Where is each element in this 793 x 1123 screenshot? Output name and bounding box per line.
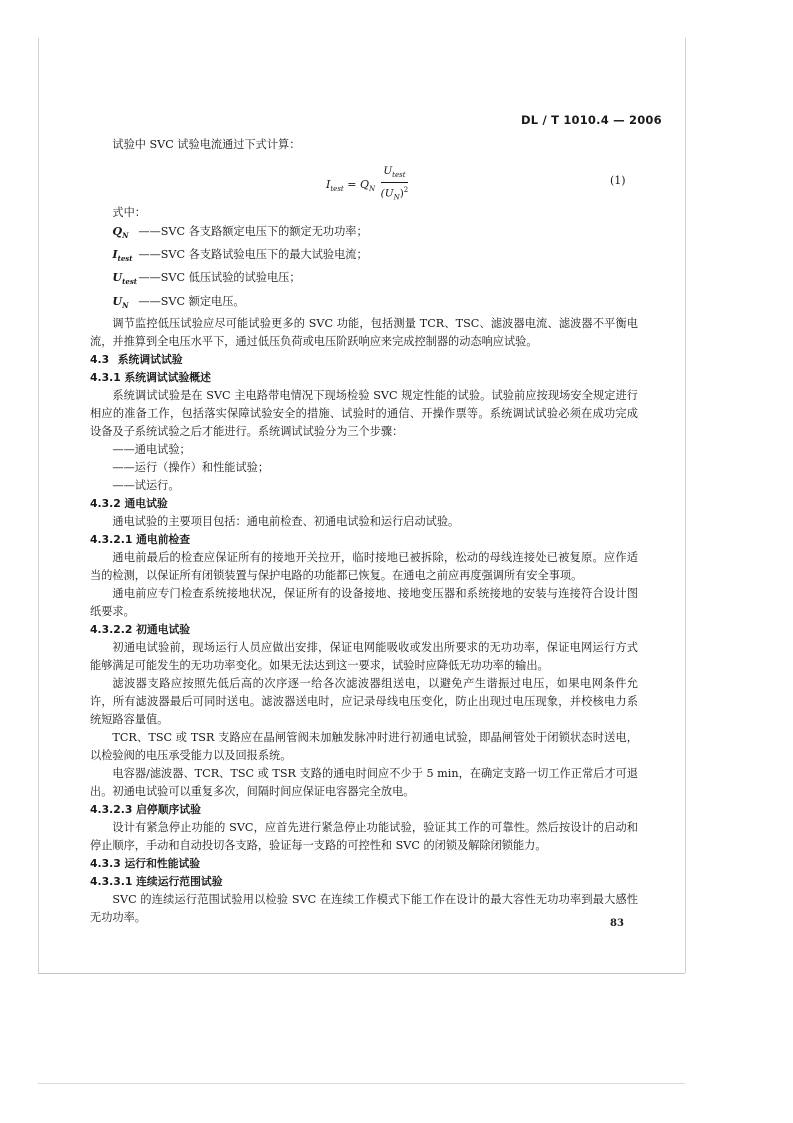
page-border-right xyxy=(685,38,686,973)
variable-row xyxy=(90,245,638,268)
variable-list xyxy=(90,222,638,315)
section-heading-4-3-2-1: 4.3.2.1 通电前检查 xyxy=(90,532,191,546)
section-heading-4-3-1: 4.3.1 系统调试试验概述 xyxy=(90,370,211,384)
energize-paragraph: 通电试验的主要项目包括：通电前检查、初通电试验和运行启动试验。 xyxy=(112,514,460,528)
equation-number: (1) xyxy=(610,174,626,187)
pre-check-paragraph-1: 通电前最后的检查应保证所有的接地开关拉开，临时接地已被拆除，松动的母线连接处已被复原。应作适当的检测，以保证所有闭锁装置与保护电路的功能都已恢复。在通电之前应再度强调所有安全事项。 xyxy=(90,550,638,582)
variable-row xyxy=(90,268,638,291)
start-stop-paragraph: 设计有紧急停止功能的 SVC，应首先进行紧急停止功能试验，验证其工作的可靠性。然后按设计的启动和停止顺序，手动和自动投切各支路，验证每一支路的可控性和 SVC 的闭锁及解除闭锁能力。 xyxy=(90,820,638,852)
initial-energize-paragraph-2: 滤波器支路应按照先低后高的次序逐一给各次滤波器组送电，以避免产生谐振过电压，如果电网条件允许，所有滤波器最后可同时送电。滤波器送电时，应记录母线电压变化，防止出现过电压现象，并校核电力系统短路容量值。 xyxy=(90,676,638,726)
formula-coef: Q xyxy=(359,177,369,191)
variable-desc: ——SVC 各支路额定电压下的额定无功功率； xyxy=(138,225,368,238)
variable-desc: ——SVC 额定电压。 xyxy=(138,294,245,308)
variable-desc: ——SVC 各支路试验电压下的最大试验电流； xyxy=(138,248,368,262)
variable-symbol: $U_N$ xyxy=(112,293,129,310)
section-heading-4-3: 4.3 系统调试试验 xyxy=(90,352,183,366)
formula-1 xyxy=(90,156,638,202)
initial-energize-paragraph-3: TCR、TSC 或 TSR 支路应在晶闸管阀未加触发脉冲时进行初通电试验，即晶闸管处于闭锁状态时送电，以检验阀的电压承受能力以及回报系统。 xyxy=(90,730,638,762)
low-voltage-paragraph: 调节监控低压试验应尽可能试验更多的 SVC 功能，包括测量 TCR、TSC、滤波器电流、滤波器不平衡电流，并推算到全电压水平下，通过低压负荷或电压阶跃响应来完成控制器的动态响应试验。 xyxy=(90,316,638,348)
page-number: 83 xyxy=(610,918,624,929)
formula-denominator xyxy=(381,183,409,206)
where-label: 式中： xyxy=(112,206,146,219)
formula-numerator xyxy=(381,164,409,183)
variable-symbol: $Q_N$ xyxy=(112,224,129,241)
formula-fraction xyxy=(381,164,409,206)
formula-den-open: (U xyxy=(380,187,394,200)
step-item: ——通电试验； xyxy=(112,442,191,456)
formula-lhs-sub: test xyxy=(330,185,344,194)
formula-lhs: I xyxy=(326,177,331,191)
formula-equals: = xyxy=(347,177,357,191)
formula-den-sub: N xyxy=(393,193,400,202)
formula-expression xyxy=(326,164,408,206)
variable-symbol: $U_{test}$ xyxy=(112,270,138,287)
variable-row xyxy=(90,292,638,315)
initial-energize-paragraph-1: 初通电试验前，现场运行人员应做出安排，保证电网能吸收或发出所要求的无功功率，保证电网运行方式能够满足可能发生的无功功率变化。如果无法达到这一要求，试验时应降低无功功率的输出。 xyxy=(90,640,638,672)
section-heading-4-3-3: 4.3.3 运行和性能试验 xyxy=(90,856,201,870)
intro-paragraph: 试验中 SVC 试验电流通过下式计算： xyxy=(112,138,301,151)
step-item: ——运行（操作）和性能试验； xyxy=(112,460,270,474)
section-heading-4-3-2-2: 4.3.2.2 初通电试验 xyxy=(90,622,191,636)
formula-den-power: 2 xyxy=(403,186,409,195)
page-border-bottom xyxy=(38,973,685,974)
scan-edge-line xyxy=(38,1083,685,1084)
variable-row xyxy=(90,222,638,245)
formula-coef-sub: N xyxy=(368,185,376,194)
step-item: ——试运行。 xyxy=(112,478,180,492)
overview-paragraph: 系统调试试验是在 SVC 主电路带电情况下现场检验 SVC 规定性能的试验。试验前应按现场安全规定进行相应的准备工作，包括落实保障试验安全的措施、试验时的通信、开操作票等。系统调试试验必须在成功完成设备及子系统试验之后才能进行。系统调试试验分为三个步骤： xyxy=(90,388,638,438)
formula-num-sub: test xyxy=(392,171,406,180)
document-body xyxy=(90,136,638,927)
section-heading-4-3-2-3: 4.3.2.3 启停顺序试验 xyxy=(90,802,201,816)
standard-code-header: DL / T 1010.4 — 2006 xyxy=(521,113,662,127)
variable-symbol: $I_{test}$ xyxy=(112,247,133,264)
formula-num-symbol: U xyxy=(383,165,393,177)
initial-energize-paragraph-4: 电容器/滤波器、TCR、TSC 或 TSR 支路的通电时间应不少于 5 min，在确定支路一切工作正常后才可退出。初通电试验可以重复多次，间隔时间应保证电容器完全放电。 xyxy=(90,766,638,798)
formula-den-close: ) xyxy=(399,187,404,200)
continuous-range-paragraph: SVC 的连续运行范围试验用以检验 SVC 在连续工作模式下能工作在设计的最大容性无功功率到最大感性无功功率。 xyxy=(90,892,638,924)
page-border-left xyxy=(38,38,39,973)
section-heading-4-3-3-1: 4.3.3.1 连续运行范围试验 xyxy=(90,874,223,888)
variable-desc: ——SVC 低压试验的试验电压； xyxy=(138,271,301,285)
pre-check-paragraph-2: 通电前应专门检查系统接地状况，保证所有的设备接地、接地变压器和系统接地的安装与连接符合设计图纸要求。 xyxy=(90,586,638,618)
section-heading-4-3-2: 4.3.2 通电试验 xyxy=(90,496,168,510)
